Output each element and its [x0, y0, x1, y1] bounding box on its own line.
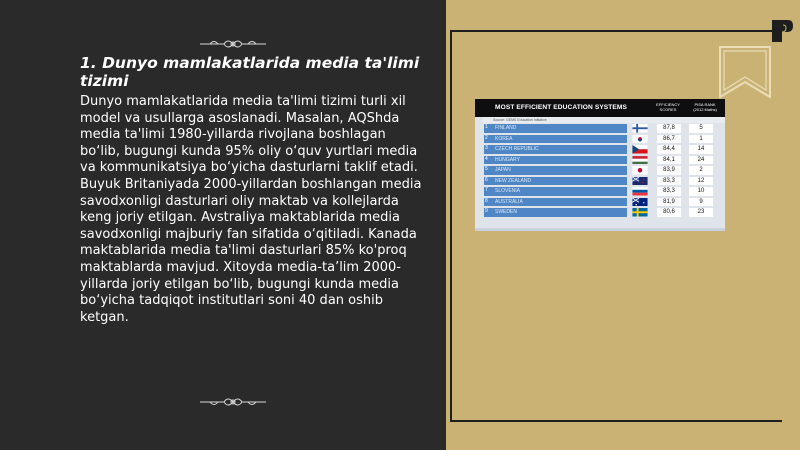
row-rank: 6	[485, 176, 488, 183]
table-source: Source: GEMS Education Initiative	[483, 117, 725, 123]
row-rank: 8	[485, 197, 488, 204]
row-efficiency-score: 86,7	[657, 135, 681, 144]
australia-flag-icon	[632, 198, 648, 207]
table-row	[475, 144, 725, 155]
column-header-pisa: PISA RANK (2012 Maths)	[693, 102, 717, 112]
row-pisa-rank: 5	[689, 124, 713, 133]
education-systems-table	[475, 99, 725, 231]
row-efficiency-score: 84,1	[657, 156, 681, 165]
table-row	[475, 155, 725, 166]
row-rank: 5	[485, 166, 488, 172]
row-country: SWEDEN	[495, 209, 517, 215]
row-country: FINLAND	[495, 125, 517, 131]
table-row	[475, 197, 725, 208]
row-efficiency-score: 83,3	[657, 187, 681, 196]
row-efficiency-score: 81,9	[657, 198, 681, 207]
table-row	[475, 165, 725, 176]
hungary-flag-icon	[632, 156, 648, 165]
row-efficiency-score: 84,4	[657, 145, 681, 154]
column-header-score: EFFICIENCY SCORES	[656, 102, 680, 112]
table-title: MOST EFFICIENT EDUCATION SYSTEMS	[495, 104, 628, 111]
row-pisa-rank: 23	[689, 208, 713, 217]
czech-flag-icon	[632, 145, 648, 154]
ornament-bottom-icon	[198, 394, 268, 410]
table-footer-bar	[475, 228, 725, 231]
row-country: KOREA	[495, 135, 513, 142]
row-efficiency-score: 83,3	[657, 177, 681, 186]
korea-flag-icon	[632, 135, 648, 144]
table-row	[475, 207, 725, 218]
table-rows	[475, 123, 725, 218]
row-pisa-rank: 12	[689, 177, 713, 186]
sweden-flag-icon	[632, 208, 648, 217]
row-pisa-rank: 24	[689, 156, 713, 165]
row-country: NEW ZEALAND	[495, 177, 532, 184]
row-rank: 7	[485, 187, 488, 193]
row-efficiency-score: 80,6	[657, 208, 681, 217]
row-pisa-rank: 10	[689, 187, 713, 196]
row-efficiency-score: 83,9	[657, 166, 681, 175]
row-rank: 3	[485, 145, 488, 151]
row-country: HUNGARY	[495, 156, 520, 163]
slovenia-flag-icon	[632, 187, 648, 196]
row-efficiency-score: 87,8	[657, 124, 681, 133]
row-country: JAPAN	[495, 167, 511, 173]
row-rank: 1	[485, 124, 488, 130]
row-rank: 2	[485, 134, 488, 141]
bookmark-icon	[719, 46, 771, 98]
japan-flag-icon	[632, 166, 648, 175]
row-rank: 4	[485, 155, 488, 162]
row-rank: 9	[485, 208, 488, 214]
table-header	[475, 99, 725, 117]
row-country: CZECH REPUBLIC	[495, 146, 539, 152]
table-row	[475, 186, 725, 197]
finland-flag-icon	[632, 124, 648, 133]
ornament-top-icon	[198, 36, 268, 52]
new-zealand-flag-icon	[632, 177, 648, 186]
row-country: SLOVENIA	[495, 188, 521, 194]
row-pisa-rank: 14	[689, 145, 713, 154]
slide-body-text: Dunyo mamlakatlarida media ta'limi tizimi turli xil model va usullarga asoslanadi. Masalan, AQShda media ta'limi 1980-yillarda rivojlana boshlagan bo‘lib, bugungi kunda 95% oliy o‘quv yurtlari media va kommunikatsiya bo‘yicha dasturlarni taklif etadi. Buyuk Britaniyada 2000-yillardan boshlangan media savodxonligi dasturlari oliy maktab va kollejlarda keng joriy etilgan. Avstraliya maktablarida media savodxonligi majburiy fan sifatida o‘qitiladi. Kanada maktablarida media ta'limi dasturlari 85% ko'proq maktablarda mavjud. Xitoyda media-ta’lim 2000-yillarda joriy etilgan bo‘lib, bugungi kunda media bo‘yicha tadqiqot institutlari soni 40 dan oshib ketgan.	[80, 94, 422, 325]
row-pisa-rank: 1	[689, 135, 713, 144]
table-row	[475, 134, 725, 145]
table-row	[475, 176, 725, 187]
slide-title: 1. Dunyo mamlakatlarida media ta'limi tizimi	[80, 54, 420, 90]
row-country: AUSTRALIA	[495, 198, 523, 205]
row-pisa-rank: 2	[689, 166, 713, 175]
row-pisa-rank: 9	[689, 198, 713, 207]
page-curl-icon	[770, 18, 794, 44]
table-row	[475, 123, 725, 134]
